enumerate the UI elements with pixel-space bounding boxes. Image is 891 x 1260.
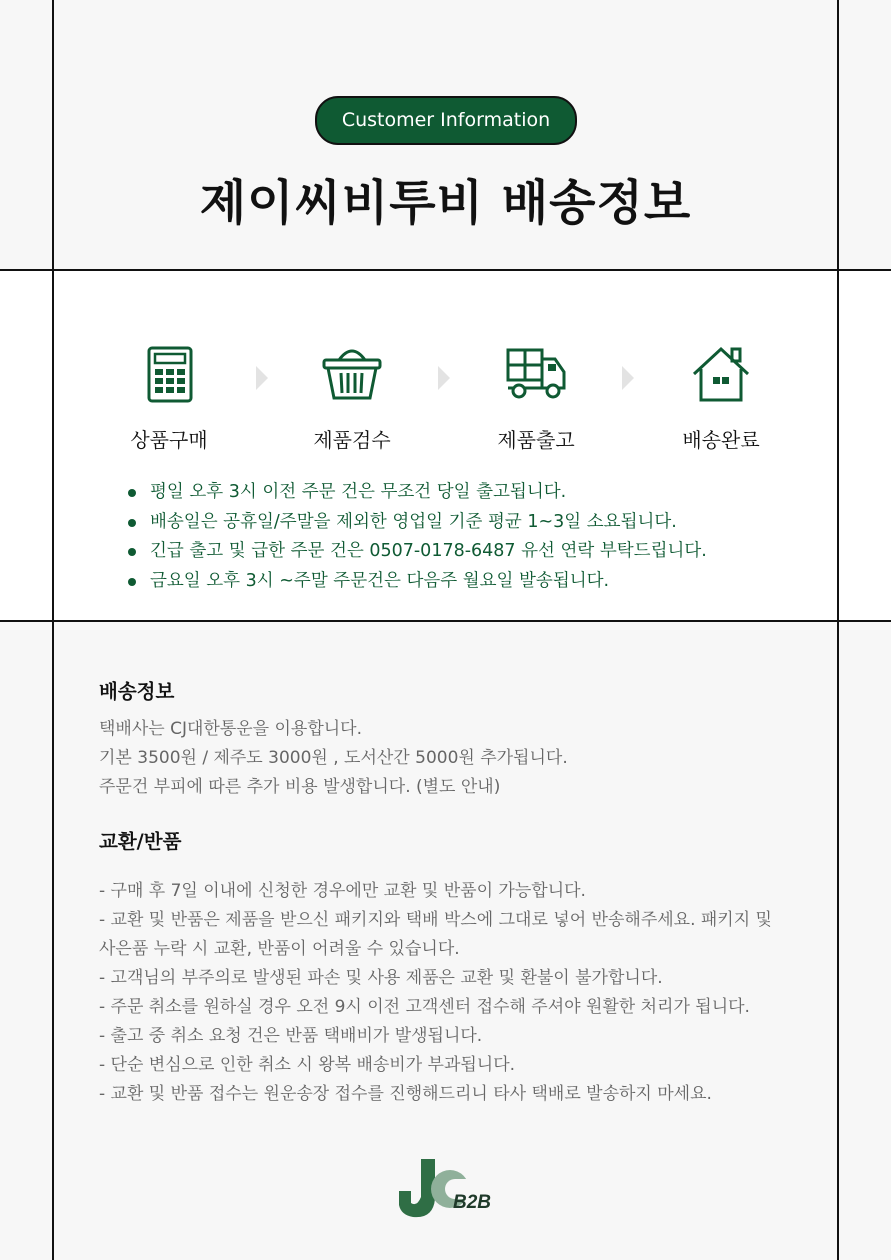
list-item: - 고객님의 부주의로 발생된 파손 및 사용 제품은 교환 및 환불이 불가합니다.	[99, 968, 663, 988]
divider-top	[0, 269, 891, 271]
step-label-shipment: 제품출고	[497, 428, 575, 452]
exchange-return-heading: 교환/반품	[99, 830, 182, 853]
step-label-purchase: 상품구매	[130, 428, 208, 452]
customer-information-badge: Customer Information	[315, 96, 577, 145]
exchange-return-text	[99, 877, 772, 1109]
truck-icon	[505, 344, 567, 404]
list-item: - 단순 변심으로 인한 취소 시 왕복 배송비가 부과됩니다.	[99, 1055, 516, 1075]
list-item: - 교환 및 반품 접수는 원운송장 접수를 진행해드리니 타사 택배로 발송하지 마세요.	[99, 1084, 712, 1104]
house-icon	[690, 344, 752, 404]
list-item: 사은품 누락 시 교환, 반품이 어려울 수 있습니다.	[99, 939, 460, 959]
right-border-line	[837, 0, 839, 1260]
list-item: - 구매 후 7일 이내에 신청한 경우에만 교환 및 반품이 가능합니다.	[99, 881, 586, 901]
list-item: - 주문 취소를 원하실 경우 오전 9시 이전 고객센터 접수해 주셔야 원활한 처리가 됩니다.	[99, 997, 750, 1017]
list-item: 배송일은 공휴일/주말을 제외한 영업일 기준 평균 1~3일 소요됩니다.	[128, 508, 707, 538]
step-arrow-3	[622, 366, 634, 390]
step-arrow-2	[438, 366, 450, 390]
list-item: - 출고 중 취소 요청 건은 반품 택배비가 발생됩니다.	[99, 1026, 483, 1046]
list-item: 기본 3500원 / 제주도 3000원 , 도서산간 5000원 추가됩니다.	[99, 748, 568, 768]
divider-bottom	[0, 620, 891, 622]
list-item: 택배사는 CJ대한통운을 이용합니다.	[99, 719, 363, 739]
list-item: 긴급 출고 및 급한 주문 건은 0507-0178-6487 유선 연락 부탁드립니다.	[128, 537, 707, 567]
list-item: 평일 오후 3시 이전 주문 건은 무조건 당일 출고됩니다.	[128, 478, 707, 508]
logo-text: B2B	[453, 1192, 492, 1213]
step-label-inspection: 제품검수	[313, 428, 391, 452]
list-item: 주문건 부피에 따른 추가 비용 발생합니다. (별도 안내)	[99, 777, 501, 797]
list-item: - 교환 및 반품은 제품을 받으신 패키지와 택배 박스에 그대로 넣어 반송해주세요. 패키지 및	[99, 910, 772, 930]
jcb2b-logo	[395, 1157, 505, 1219]
left-border-line	[52, 0, 54, 1260]
delivery-info-text	[99, 715, 568, 802]
shipping-notes-list	[128, 478, 707, 596]
page-title: 제이씨비투비 배송정보	[199, 175, 692, 231]
calculator-icon	[140, 344, 202, 404]
step-arrow-1	[256, 366, 268, 390]
step-label-delivered: 배송완료	[682, 428, 760, 452]
delivery-info-heading: 배송정보	[99, 680, 175, 703]
basket-icon	[321, 344, 383, 404]
list-item: 금요일 오후 3시 ~주말 주문건은 다음주 월요일 발송됩니다.	[128, 567, 707, 597]
